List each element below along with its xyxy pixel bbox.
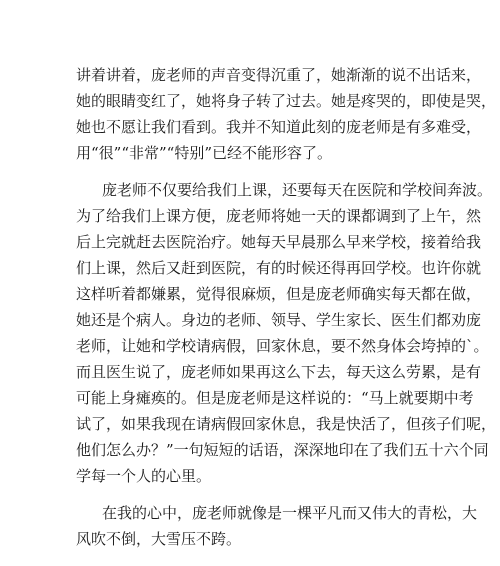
paragraph-2-line-10: 试了，如果我现在请病假回家休息，我是快活了，但孩子们呢， — [76, 415, 497, 433]
paragraph-1-line-3: 她也不愿让我们看到。我并不知道此刻的庞老师是有多难受， — [76, 118, 482, 136]
paragraph-3-line-2: 风吹不倒，大雪压不跨。 — [76, 530, 242, 548]
paragraph-3-line-1: 在我的心中，庞老师就像是一棵平凡而又伟大的青松，大 — [102, 504, 478, 522]
paragraph-2-line-4: 们上课，然后又赶到医院，有的时候还得再回学校。也许你就 — [76, 259, 482, 277]
paragraph-1-line-4: 用“很”“非常”“特别”已经不能形容了。 — [76, 144, 333, 162]
paragraph-1-line-2: 她的眼睛变红了，她将身子转了过去。她是疼哭的，即使是哭， — [76, 92, 497, 110]
paragraph-1-line-1: 讲着讲着，庞老师的声音变得沉重了，她渐渐的说不出话来， — [76, 66, 482, 84]
paragraph-2-line-11: 他们怎么办？”一句短短的话语，深深地印在了我们五十六个同 — [76, 441, 489, 459]
paragraph-2-line-12: 学每一个人的心里。 — [76, 467, 212, 485]
paragraph-2-line-3: 后上完就赶去医院治疗。她每天早晨那么早来学校，接着给我 — [76, 233, 482, 251]
paragraph-2-line-8: 而且医生说了，庞老师如果再这么下去，每天这么劳累，是有 — [76, 363, 482, 381]
paragraph-2-line-5: 这样听着都嫌累，觉得很麻烦，但是庞老师确实每天都在做， — [76, 285, 482, 303]
paragraph-2-line-1: 庞老师不仅要给我们上课，还要每天在医院和学校间奔波。 — [102, 181, 493, 199]
paragraph-2-line-7: 老师，让她和学校请病假，回家休息，要不然身体会垮掉的`。 — [76, 337, 489, 355]
paragraph-2-line-2: 为了给我们上课方便，庞老师将她一天的课都调到了上午，然 — [76, 207, 482, 225]
paragraph-2-line-9: 可能上身瘫痪的。但是庞老师是这样说的：“马上就要期中考 — [76, 389, 474, 407]
paragraph-2-line-6: 她还是个病人。身边的老师、领导、学生家长、医生们都劝庞 — [76, 311, 482, 329]
